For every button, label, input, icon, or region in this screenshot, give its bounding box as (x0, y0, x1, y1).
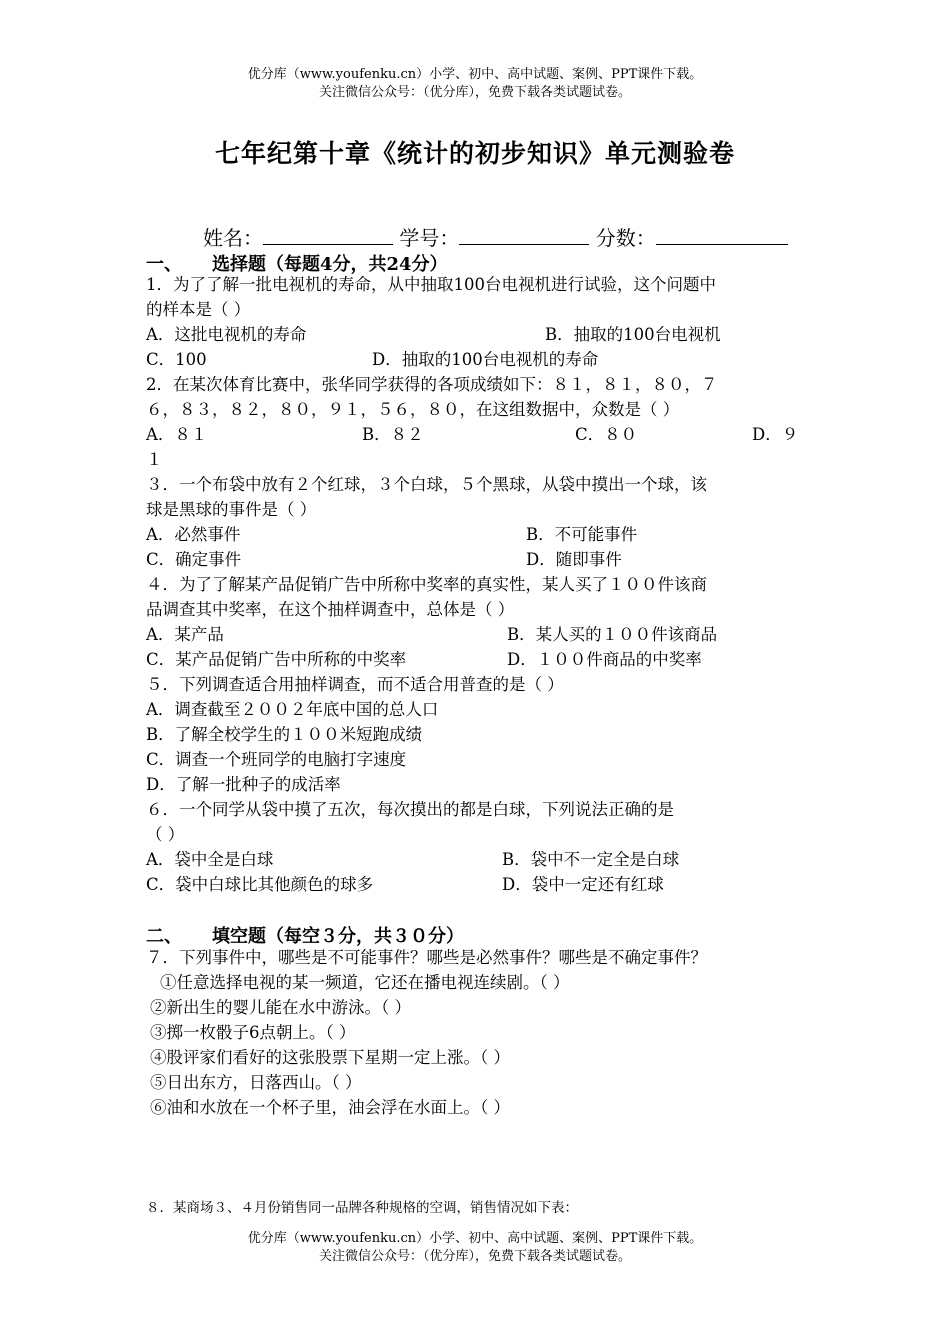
q6-option-a: A．袋中全是白球 (146, 850, 274, 869)
q4-option-d: D．１００件商品的中奖率 (507, 650, 702, 669)
name-label: 姓名： (203, 226, 263, 250)
student-id-label: 学号： (399, 226, 460, 250)
q7-item-1: ①任意选择电视的某一频道，它还在播电视连续剧。（ ） (160, 973, 570, 992)
q1-option-c: C．100 (146, 350, 207, 369)
page-header-line-2: 关注微信公众号：（优分库），免费下载各类试题试卷。 (318, 85, 631, 100)
q6-option-b: B．袋中不一定全是白球 (502, 850, 680, 869)
q1-option-b: B．抽取的100台电视机 (545, 325, 721, 344)
q5-option-d: D．了解一批种子的成活率 (146, 775, 341, 794)
q2-option-a: A．８１ (146, 425, 208, 444)
q1-line-1: 1．为了了解一批电视机的寿命，从中抽取100台电视机进行试验，这个问题中 (146, 275, 716, 294)
section-1-title: 选择题（每题4分，共24分） (212, 254, 448, 275)
q5-option-b: B．了解全校学生的１００米短跑成绩 (146, 725, 423, 744)
q2-option-d: D．９ (752, 425, 799, 444)
q2-line-1: 2．在某次体育比赛中，张华同学获得的各项成绩如下：８１，８１，８０，７ (146, 375, 718, 394)
q7-item-2: ②新出生的婴儿能在水中游泳。（ ） (150, 998, 411, 1017)
q1-option-a: A．这批电视机的寿命 (146, 325, 307, 344)
q4-line-2: 品调查其中奖率，在这个抽样调查中，总体是（ ） (146, 600, 515, 619)
q6-option-c: C．袋中白球比其他颜色的球多 (146, 875, 374, 894)
q5-option-a: A．调查截至２００２年底中国的总人口 (146, 700, 439, 719)
q3-option-d: D．随即事件 (526, 550, 622, 569)
page-footer-line-1: 优分库（www.youfenku.cn）小学、初中、高中试题、案例、PPT课件下载。 (247, 1231, 703, 1246)
q3-line-1: ３．一个布袋中放有２个红球，３个白球，５个黑球，从袋中摸出一个球，该 (146, 475, 707, 494)
q3-line-2: 球是黑球的事件是（ ） (146, 500, 317, 519)
q7-line-1: ７．下列事件中，哪些是不可能事件？哪些是必然事件？哪些是不确定事件？ (146, 948, 707, 967)
section-2-heading (146, 922, 464, 948)
q5-line-1: ５．下列调查适合用抽样调查，而不适合用普查的是（ ） (146, 675, 564, 694)
score-blank[interactable] (656, 226, 788, 245)
q4-option-b: B．某人买的１００件该商品 (507, 625, 718, 644)
q7-item-3: ③掷一枚骰子6点朝上。（ ） (150, 1023, 356, 1042)
q4-line-1: ４．为了了解某产品促销广告中所称中奖率的真实性，某人买了１００件该商 (146, 575, 707, 594)
page-title: 七年纪第十章《统计的初步知识》单元测验卷 (214, 139, 735, 168)
page-footer-line-2: 关注微信公众号：（优分库），免费下载各类试题试卷。 (318, 1249, 631, 1264)
q7-item-4: ④股评家们看好的这张股票下星期一定上涨。（ ） (150, 1048, 510, 1067)
section-1-number: 一、 (146, 254, 182, 275)
q1-line-2: 的样本是（ ） (146, 300, 251, 319)
q2-line-2: ６，８３，８２，８０，９１，５６，８０，在这组数据中，众数是（ ） (146, 400, 680, 419)
section-2-number: 二、 (146, 926, 182, 947)
section-1-heading (146, 250, 448, 276)
q2-option-c: C．８０ (575, 425, 638, 444)
score-label: 分数： (595, 226, 656, 250)
page-header-line-1: 优分库（www.youfenku.cn）小学、初中、高中试题、案例、PPT课件下载。 (247, 67, 703, 82)
q3-option-b: B．不可能事件 (526, 525, 638, 544)
name-blank[interactable] (263, 226, 393, 245)
q3-option-a: A．必然事件 (146, 525, 241, 544)
q3-option-c: C．确定事件 (146, 550, 242, 569)
q2-option-b: B．８２ (362, 425, 424, 444)
student-info-row (203, 222, 788, 251)
q8-line-1: ８．某商场３、４月份销售同一品牌各种规格的空调，销售情况如下表： (146, 1200, 578, 1216)
q4-option-c: C．某产品促销广告中所称的中奖率 (146, 650, 407, 669)
q6-option-d: D．袋中一定还有红球 (502, 875, 664, 894)
q1-option-d: D．抽取的100台电视机的寿命 (372, 350, 599, 369)
q4-option-a: A．某产品 (146, 625, 224, 644)
section-2-title: 填空题（每空３分，共３０分） (212, 926, 464, 947)
q5-option-c: C．调查一个班同学的电脑打字速度 (146, 750, 407, 769)
q7-item-5: ⑤日出东方，日落西山。（ ） (150, 1073, 362, 1092)
q6-line-1: ６．一个同学从袋中摸了五次，每次摸出的都是白球，下列说法正确的是 (146, 800, 674, 819)
q2-option-d-wrap: １ (146, 450, 163, 469)
student-id-blank[interactable] (459, 226, 589, 245)
q6-line-2: （ ） (146, 825, 185, 844)
q7-item-6: ⑥油和水放在一个杯子里，油会浮在水面上。（ ） (150, 1098, 510, 1117)
